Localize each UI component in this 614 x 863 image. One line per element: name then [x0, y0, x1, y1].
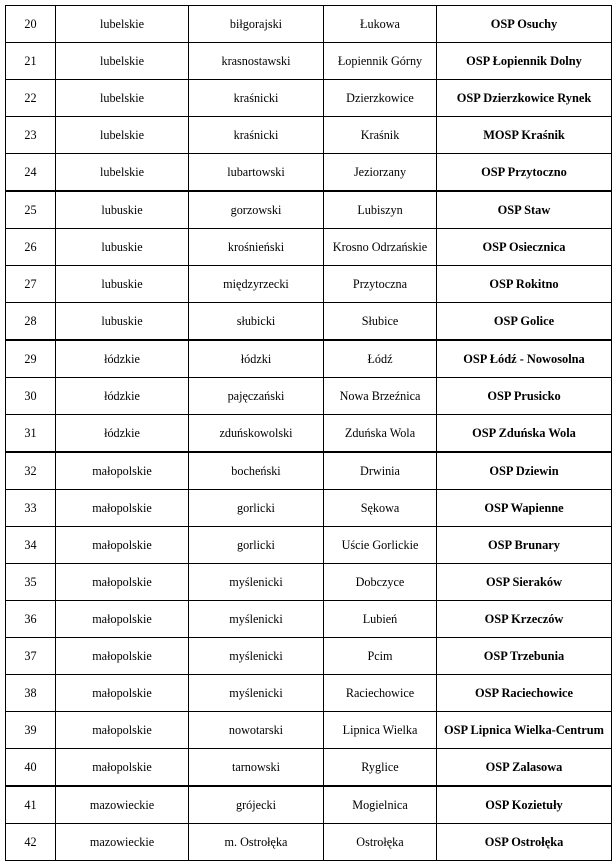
- voivodeship-cell: mazowieckie: [56, 786, 189, 824]
- fire-unit-cell: OSP Osiecznica: [437, 229, 612, 266]
- table-row: [6, 527, 612, 564]
- row-number: 26: [6, 229, 56, 266]
- county-cell: bocheński: [189, 452, 324, 490]
- county-cell: grójecki: [189, 786, 324, 824]
- row-number: 41: [6, 786, 56, 824]
- row-number: 36: [6, 601, 56, 638]
- commune-cell: Słubice: [324, 303, 437, 341]
- row-number: 39: [6, 712, 56, 749]
- table-row: [6, 601, 612, 638]
- county-cell: myślenicki: [189, 638, 324, 675]
- fire-units-table: [5, 5, 612, 861]
- fire-unit-cell: OSP Brunary: [437, 527, 612, 564]
- county-cell: tarnowski: [189, 749, 324, 787]
- table-row: [6, 378, 612, 415]
- county-cell: łódzki: [189, 340, 324, 378]
- county-cell: słubicki: [189, 303, 324, 341]
- fire-unit-cell: OSP Raciechowice: [437, 675, 612, 712]
- commune-cell: Lubiszyn: [324, 191, 437, 229]
- commune-cell: Łopiennik Górny: [324, 43, 437, 80]
- commune-cell: Ryglice: [324, 749, 437, 787]
- table-row: [6, 749, 612, 787]
- row-number: 24: [6, 154, 56, 192]
- county-cell: myślenicki: [189, 564, 324, 601]
- voivodeship-cell: lubelskie: [56, 117, 189, 154]
- commune-cell: Łódź: [324, 340, 437, 378]
- voivodeship-cell: małopolskie: [56, 452, 189, 490]
- commune-cell: Kraśnik: [324, 117, 437, 154]
- row-number: 20: [6, 6, 56, 43]
- commune-cell: Ostrołęka: [324, 824, 437, 861]
- row-number: 22: [6, 80, 56, 117]
- voivodeship-cell: lubelskie: [56, 154, 189, 192]
- fire-unit-cell: OSP Lipnica Wielka-Centrum: [437, 712, 612, 749]
- table-row: [6, 452, 612, 490]
- row-number: 31: [6, 415, 56, 453]
- table-row: [6, 43, 612, 80]
- fire-unit-cell: OSP Prusicko: [437, 378, 612, 415]
- county-cell: gorlicki: [189, 490, 324, 527]
- voivodeship-cell: małopolskie: [56, 712, 189, 749]
- table-body: [6, 6, 612, 861]
- voivodeship-cell: lubelskie: [56, 80, 189, 117]
- table-row: [6, 266, 612, 303]
- county-cell: lubartowski: [189, 154, 324, 192]
- fire-unit-cell: OSP Przytoczno: [437, 154, 612, 192]
- table-row: [6, 229, 612, 266]
- table-row: [6, 415, 612, 453]
- fire-unit-cell: OSP Kozietuły: [437, 786, 612, 824]
- commune-cell: Dobczyce: [324, 564, 437, 601]
- row-number: 37: [6, 638, 56, 675]
- voivodeship-cell: lubuskie: [56, 191, 189, 229]
- fire-unit-cell: OSP Dziewin: [437, 452, 612, 490]
- commune-cell: Zduńska Wola: [324, 415, 437, 453]
- row-number: 34: [6, 527, 56, 564]
- voivodeship-cell: lubelskie: [56, 6, 189, 43]
- commune-cell: Lubień: [324, 601, 437, 638]
- fire-unit-cell: OSP Krzeczów: [437, 601, 612, 638]
- table-row: [6, 638, 612, 675]
- table-row: [6, 675, 612, 712]
- fire-unit-cell: OSP Rokitno: [437, 266, 612, 303]
- voivodeship-cell: małopolskie: [56, 601, 189, 638]
- commune-cell: Drwinia: [324, 452, 437, 490]
- county-cell: myślenicki: [189, 675, 324, 712]
- row-number: 25: [6, 191, 56, 229]
- commune-cell: Jeziorzany: [324, 154, 437, 192]
- county-cell: międzyrzecki: [189, 266, 324, 303]
- row-number: 29: [6, 340, 56, 378]
- county-cell: myślenicki: [189, 601, 324, 638]
- fire-unit-cell: OSP Zduńska Wola: [437, 415, 612, 453]
- county-cell: biłgorajski: [189, 6, 324, 43]
- county-cell: krasnostawski: [189, 43, 324, 80]
- commune-cell: Uście Gorlickie: [324, 527, 437, 564]
- table-row: [6, 824, 612, 861]
- voivodeship-cell: łódzkie: [56, 340, 189, 378]
- commune-cell: Raciechowice: [324, 675, 437, 712]
- table-row: [6, 191, 612, 229]
- fire-unit-cell: OSP Ostrołęka: [437, 824, 612, 861]
- table-row: [6, 786, 612, 824]
- voivodeship-cell: małopolskie: [56, 527, 189, 564]
- commune-cell: Krosno Odrzańskie: [324, 229, 437, 266]
- voivodeship-cell: lubuskie: [56, 266, 189, 303]
- voivodeship-cell: lubuskie: [56, 229, 189, 266]
- fire-unit-cell: OSP Łopiennik Dolny: [437, 43, 612, 80]
- table-row: [6, 564, 612, 601]
- county-cell: gorzowski: [189, 191, 324, 229]
- voivodeship-cell: małopolskie: [56, 749, 189, 787]
- county-cell: krośnieński: [189, 229, 324, 266]
- row-number: 23: [6, 117, 56, 154]
- county-cell: zduńskowolski: [189, 415, 324, 453]
- row-number: 21: [6, 43, 56, 80]
- row-number: 28: [6, 303, 56, 341]
- county-cell: kraśnicki: [189, 80, 324, 117]
- table-row: [6, 490, 612, 527]
- county-cell: pajęczański: [189, 378, 324, 415]
- voivodeship-cell: łódzkie: [56, 415, 189, 453]
- fire-unit-cell: OSP Zalasowa: [437, 749, 612, 787]
- commune-cell: Nowa Brzeźnica: [324, 378, 437, 415]
- voivodeship-cell: mazowieckie: [56, 824, 189, 861]
- table-row: [6, 154, 612, 192]
- commune-cell: Pcim: [324, 638, 437, 675]
- county-cell: gorlicki: [189, 527, 324, 564]
- row-number: 42: [6, 824, 56, 861]
- fire-unit-cell: OSP Osuchy: [437, 6, 612, 43]
- voivodeship-cell: małopolskie: [56, 564, 189, 601]
- row-number: 30: [6, 378, 56, 415]
- table-row: [6, 117, 612, 154]
- fire-unit-cell: OSP Dzierzkowice Rynek: [437, 80, 612, 117]
- row-number: 38: [6, 675, 56, 712]
- county-cell: m. Ostrołęka: [189, 824, 324, 861]
- voivodeship-cell: lubuskie: [56, 303, 189, 341]
- table-row: [6, 303, 612, 341]
- fire-unit-cell: MOSP Kraśnik: [437, 117, 612, 154]
- commune-cell: Dzierzkowice: [324, 80, 437, 117]
- fire-unit-cell: OSP Golice: [437, 303, 612, 341]
- commune-cell: Łukowa: [324, 6, 437, 43]
- table-row: [6, 80, 612, 117]
- fire-unit-cell: OSP Trzebunia: [437, 638, 612, 675]
- voivodeship-cell: łódzkie: [56, 378, 189, 415]
- fire-unit-cell: OSP Łódź - Nowosolna: [437, 340, 612, 378]
- voivodeship-cell: małopolskie: [56, 490, 189, 527]
- commune-cell: Przytoczna: [324, 266, 437, 303]
- table-row: [6, 712, 612, 749]
- county-cell: nowotarski: [189, 712, 324, 749]
- table-row: [6, 6, 612, 43]
- row-number: 35: [6, 564, 56, 601]
- fire-unit-cell: OSP Wapienne: [437, 490, 612, 527]
- voivodeship-cell: małopolskie: [56, 638, 189, 675]
- commune-cell: Mogielnica: [324, 786, 437, 824]
- fire-unit-cell: OSP Staw: [437, 191, 612, 229]
- table-row: [6, 340, 612, 378]
- voivodeship-cell: lubelskie: [56, 43, 189, 80]
- commune-cell: Lipnica Wielka: [324, 712, 437, 749]
- commune-cell: Sękowa: [324, 490, 437, 527]
- county-cell: kraśnicki: [189, 117, 324, 154]
- row-number: 32: [6, 452, 56, 490]
- fire-unit-cell: OSP Sieraków: [437, 564, 612, 601]
- row-number: 33: [6, 490, 56, 527]
- row-number: 40: [6, 749, 56, 787]
- voivodeship-cell: małopolskie: [56, 675, 189, 712]
- row-number: 27: [6, 266, 56, 303]
